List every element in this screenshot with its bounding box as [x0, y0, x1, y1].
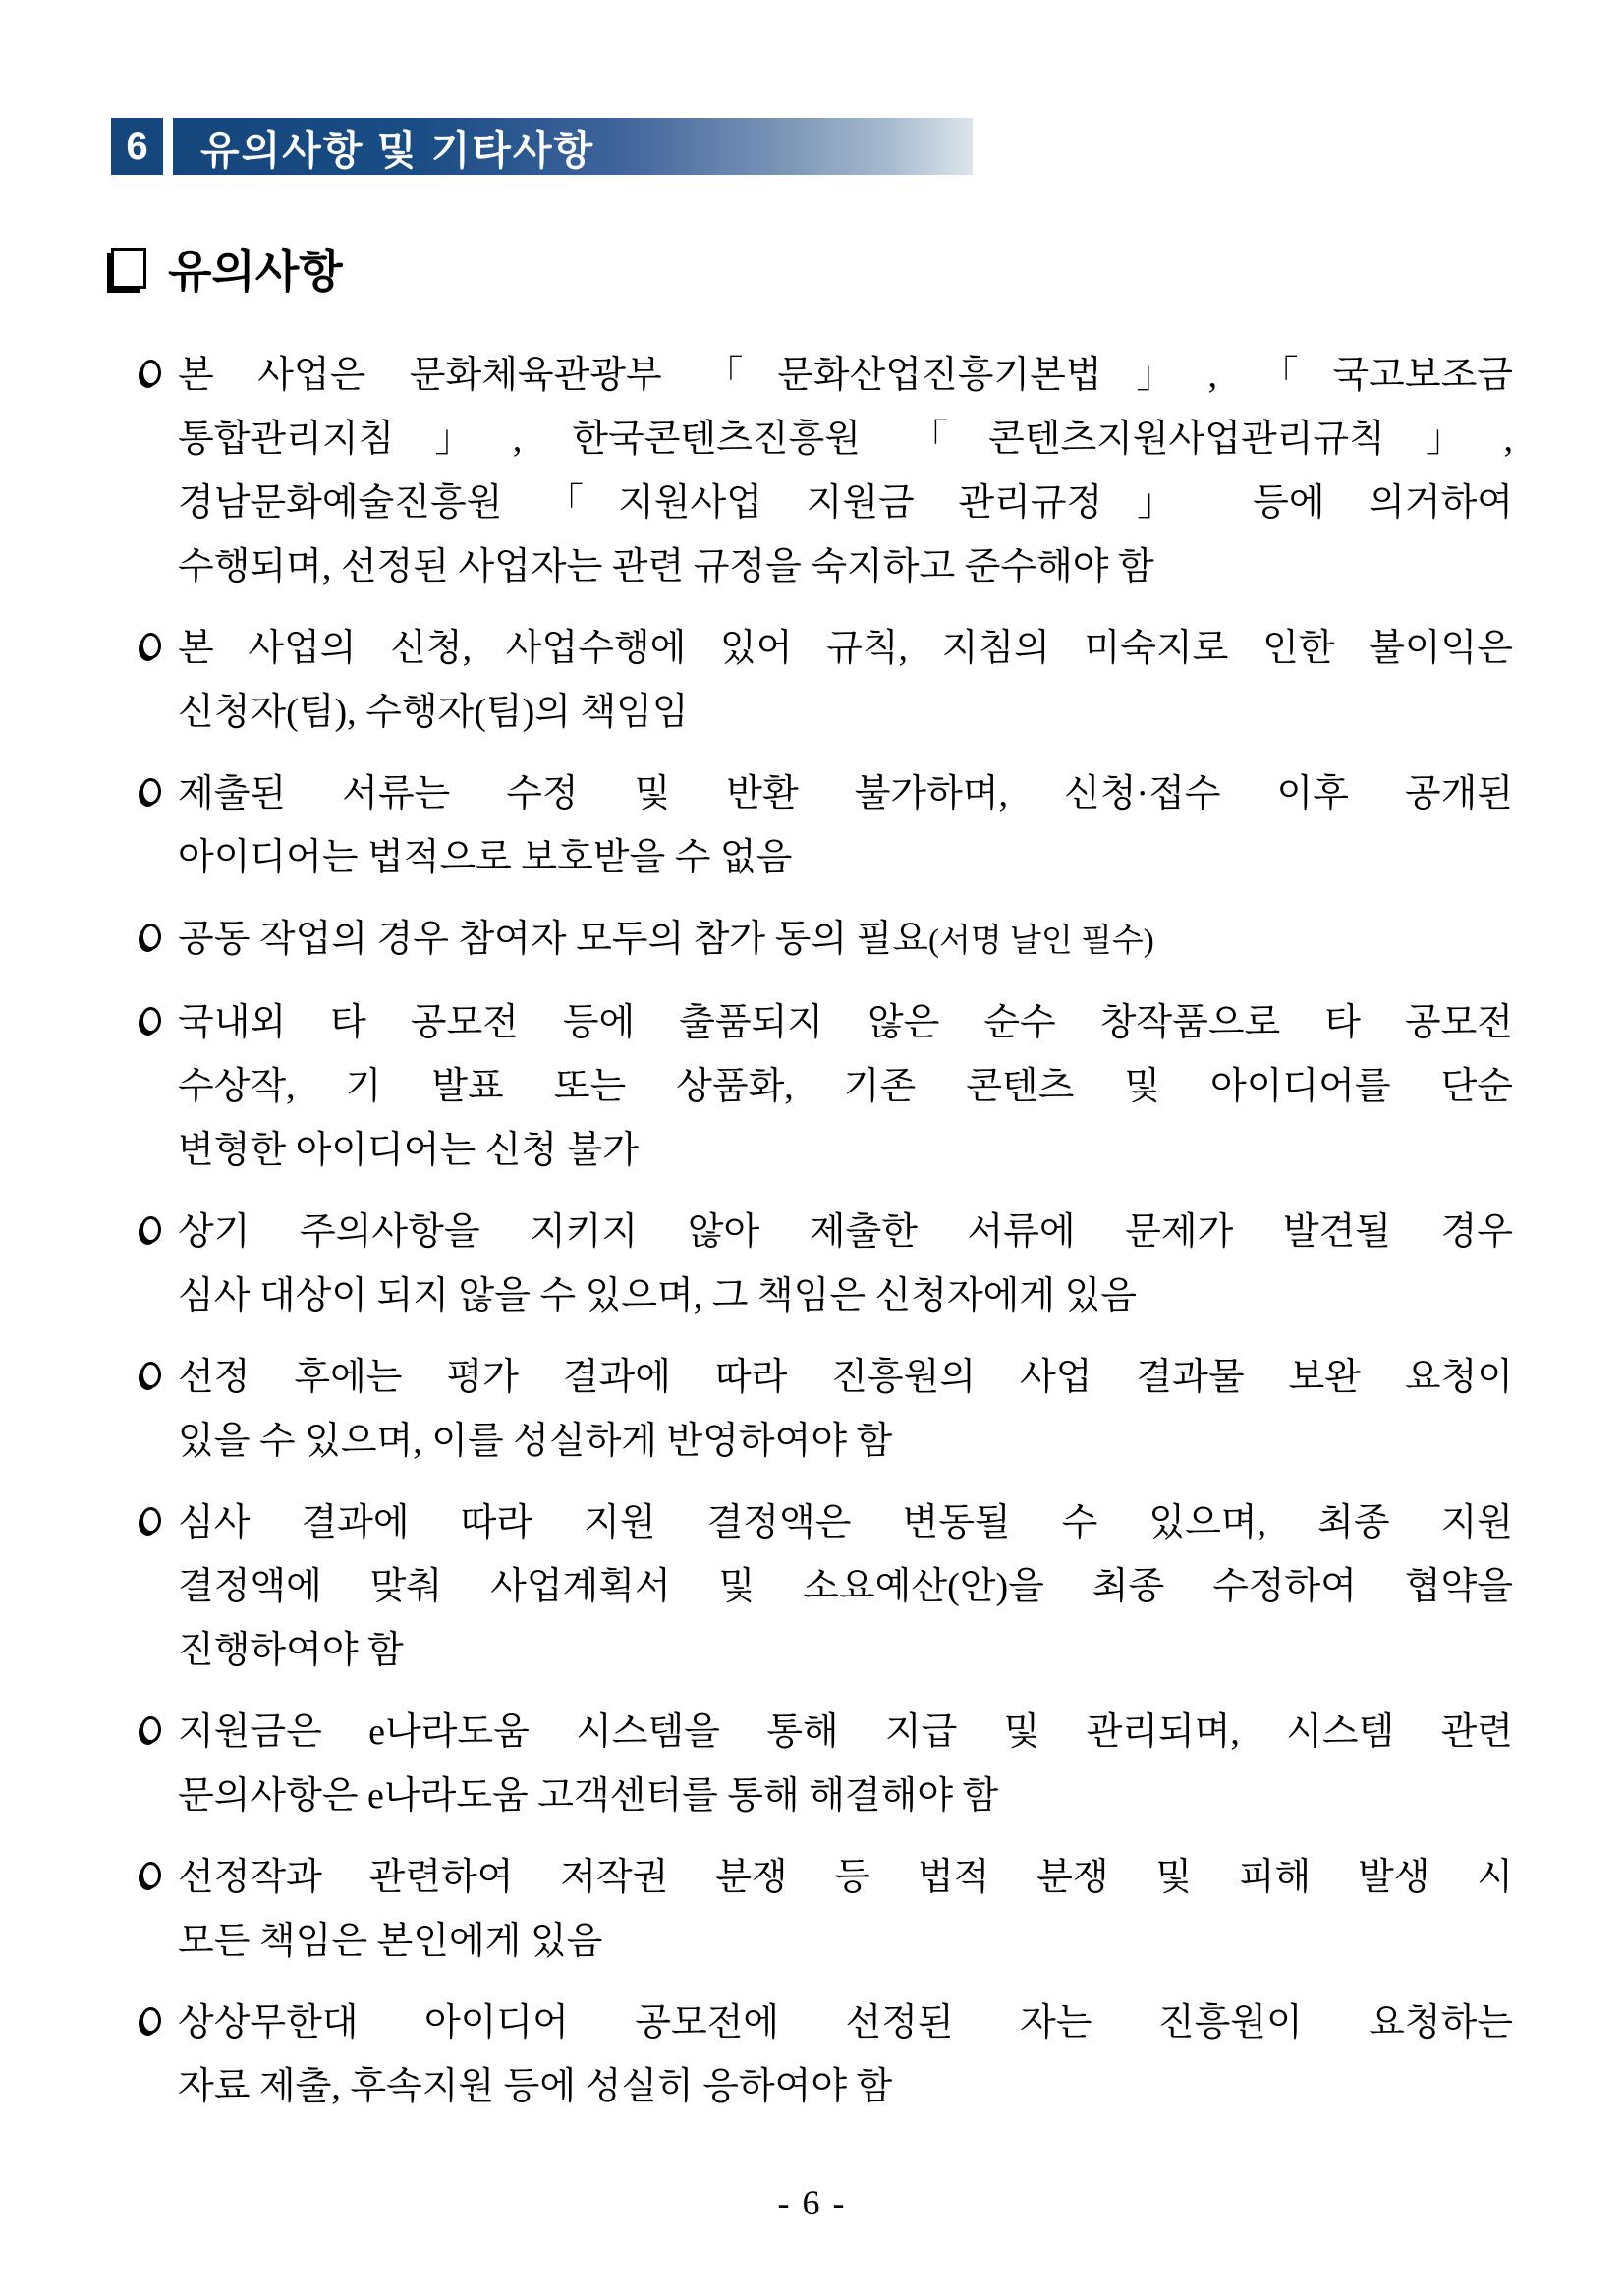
shadowed-circle-icon [140, 1716, 161, 1743]
notice-text: 공동 작업의 경우 참여자 모두의 참가 동의 필요 [178, 919, 928, 960]
notice-item [111, 1701, 1513, 1828]
notice-line [178, 908, 1513, 974]
shadowed-circle-icon [140, 1862, 161, 1888]
notice-line: 아이디어는 법적으로 보호받을 수 없음 [178, 837, 793, 878]
notice-list [111, 344, 1513, 2119]
shadowed-circle-icon [140, 924, 161, 950]
shadowed-circle-icon [140, 633, 161, 659]
shadowed-circle-icon [140, 778, 161, 805]
notice-line: 모든 책임은 본인에게 있음 [178, 1921, 603, 1962]
shadowed-circle-icon [140, 1007, 161, 1034]
page-number: - 6 - [777, 2183, 847, 2222]
notice-item [111, 1991, 1513, 2119]
notice-line: 국내외 타 공모전 등에 출품되지 않은 순수 창작품으로 타 공모전 [178, 1002, 1513, 1043]
notice-item [111, 991, 1513, 1183]
notice-line: 수상작, 기 발표 또는 상품화, 기존 콘텐츠 및 아이디어를 단순 [178, 1066, 1513, 1107]
notice-item [111, 1491, 1513, 1683]
section-header-bar [111, 118, 973, 175]
shadowed-square-icon [111, 248, 146, 289]
shadowed-circle-icon [140, 360, 161, 386]
notice-item [111, 1846, 1513, 1974]
notice-line: 본 사업의 신청, 사업수행에 있어 규칙, 지침의 미숙지로 인한 불이익은 [178, 628, 1513, 669]
subsection-title: 유의사항 [168, 246, 343, 297]
notice-line: 있을 수 있으며, 이를 성실하게 반영하여야 함 [178, 1421, 893, 1462]
notice-line: 심사 대상이 되지 않을 수 있으며, 그 책임은 신청자에게 있음 [178, 1275, 1137, 1316]
notice-line: 심사 결과에 따라 지원 결정액은 변동될 수 있으며, 최종 지원 [178, 1502, 1513, 1543]
notice-line: 변형한 아이디어는 신청 불가 [178, 1130, 639, 1171]
notice-line: 자료 제출, 후속지원 등에 성실히 응하여야 함 [178, 2066, 893, 2107]
notice-item [111, 908, 1513, 974]
notice-line: 통합관리지침」, 한국콘텐츠진흥원 「콘텐츠지원사업관리규칙」, [178, 419, 1513, 460]
shadowed-circle-icon [140, 1507, 161, 1534]
notice-item [111, 1346, 1513, 1474]
notice-line: 제출된 서류는 수정 및 반환 불가하며, 신청·접수 이후 공개된 [178, 773, 1513, 814]
notice-line: 본 사업은 문화체육관광부 「문화산업진흥기본법」, 「국고보조금 [178, 355, 1513, 396]
notice-line: 선정작과 관련하여 저작권 분쟁 등 법적 분쟁 및 피해 발생 시 [178, 1857, 1513, 1898]
notice-line: 수행되며, 선정된 사업자는 관련 규정을 숙지하고 준수해야 함 [178, 546, 1154, 588]
subsection-heading [111, 236, 1513, 301]
notice-line: 상상무한대 아이디어 공모전에 선정된 자는 진흥원이 요청하는 [178, 2002, 1513, 2044]
notice-line: 선정 후에는 평가 결과에 따라 진흥원의 사업 결과물 보완 요청이 [178, 1357, 1513, 1398]
notice-line: 신청자(팀), 수행자(팀)의 책임임 [178, 692, 689, 733]
section-number-badge: 6 [111, 118, 163, 175]
notice-item [111, 344, 1513, 599]
section-header-title: 유의사항 및 기타사항 [173, 118, 973, 175]
notice-small-note: (서명 날인 필수) [927, 924, 1154, 959]
notice-line: 문의사항은 e나라도움 고객센터를 통해 해결해야 함 [178, 1775, 999, 1817]
header-gap [163, 118, 173, 175]
shadowed-circle-icon [140, 2007, 161, 2034]
shadowed-circle-icon [140, 1216, 161, 1243]
notice-item [111, 762, 1513, 890]
shadowed-circle-icon [140, 1362, 161, 1388]
page-content [111, 0, 1513, 2137]
notice-line: 진행하여야 함 [178, 1630, 404, 1671]
notice-item [111, 617, 1513, 745]
notice-item [111, 1201, 1513, 1328]
notice-line: 경남문화예술진흥원 「지원사업 지원금 관리규정」 등에 의거하여 [178, 482, 1513, 524]
notice-line: 결정액에 맞춰 사업계획서 및 소요예산(안)을 최종 수정하여 협약을 [178, 1566, 1513, 1607]
notice-line: 상기 주의사항을 지키지 않아 제출한 서류에 문제가 발견될 경우 [178, 1211, 1513, 1253]
notice-line: 지원금은 e나라도움 시스템을 통해 지급 및 관리되며, 시스템 관련 [178, 1711, 1513, 1753]
